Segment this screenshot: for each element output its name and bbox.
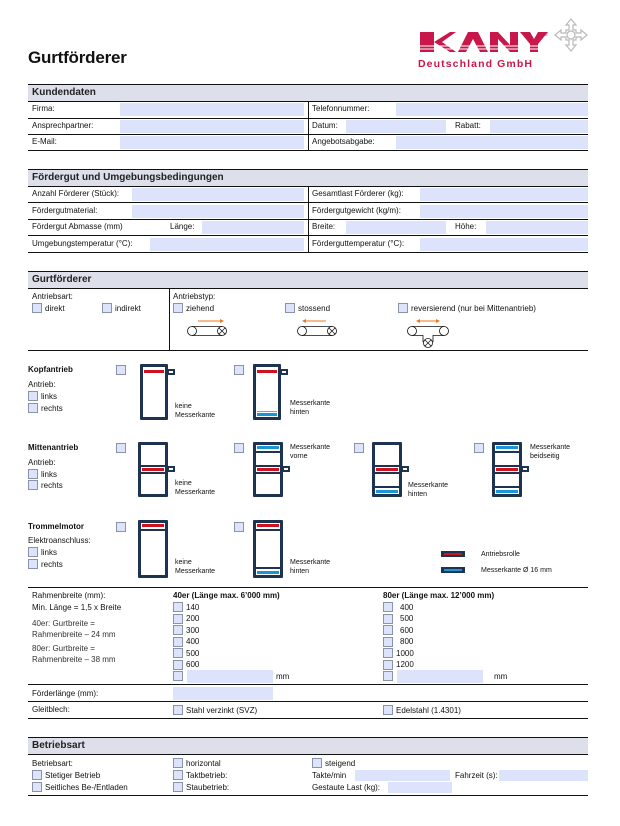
trommelmotor-links-checkbox[interactable] (28, 547, 38, 557)
antriebsart-indirekt-option[interactable]: indirekt (102, 303, 141, 313)
min-laenge-note: Min. Länge = 1,5 x Breite (32, 603, 122, 612)
trommelmotor-rechts-option[interactable]: rechts (28, 559, 63, 569)
kopfantrieb-variant-1-checkbox[interactable] (116, 365, 126, 375)
datum-field[interactable] (346, 120, 446, 133)
reversing-drive-icon (406, 318, 450, 348)
horizontal-option[interactable]: horizontal (173, 758, 221, 768)
width80-800-checkbox[interactable] (383, 637, 393, 647)
kopfantrieb-variant-1-desc: keine Messerkante (175, 403, 216, 419)
width40-custom-checkbox[interactable] (173, 671, 183, 681)
takt-option[interactable]: Taktbetrieb: (173, 770, 227, 780)
ansprechpartner-field[interactable] (120, 120, 304, 133)
steigend-checkbox[interactable] (312, 758, 322, 768)
width40-500-checkbox[interactable] (173, 648, 183, 658)
gleitblech-svz-option[interactable]: Stahl verzinkt (SVZ) (173, 705, 257, 715)
telefon-field[interactable] (396, 103, 588, 116)
section-header-gurtfoerderer: Gurtförderer (28, 271, 588, 288)
angebotsabgabe-field[interactable] (396, 136, 588, 149)
mittenantrieb-rechts-checkbox[interactable] (28, 480, 38, 490)
stau-checkbox[interactable] (173, 782, 183, 792)
hoehe-label: Höhe: (455, 222, 477, 231)
antriebsart-label: Antriebsart: (32, 292, 73, 301)
conveyor-diagram-head-knife-rear (253, 364, 281, 420)
mittenantrieb-variant-3-checkbox[interactable] (354, 443, 364, 453)
gesamtlast-field[interactable] (420, 188, 588, 201)
company-logo (416, 18, 590, 74)
breite-label: Breite: (312, 222, 336, 231)
col40-heading: 40er (Länge max. 6’000 mm) (173, 591, 280, 600)
takte-label: Takte/min (312, 771, 347, 780)
gestaute-last-field[interactable] (388, 782, 452, 793)
gleitblech-label: Gleitblech: (32, 705, 70, 714)
knife-edge-legend-icon (441, 567, 465, 573)
kopfantrieb-rechts-option[interactable]: rechts (28, 403, 63, 413)
mittenantrieb-links-checkbox[interactable] (28, 469, 38, 479)
kopfantrieb-variant-2-checkbox[interactable] (234, 365, 244, 375)
width80-1200-checkbox[interactable] (383, 660, 393, 670)
antriebstyp-label: Antriebstyp: (173, 292, 216, 301)
antriebstyp-reversierend-checkbox[interactable] (398, 303, 408, 313)
gesamtlast-label: Gesamtlast Förderer (kg): (312, 189, 404, 198)
conveyor-diagram-drum-no-knife (138, 520, 168, 578)
abmasse-label: Fördergut Abmasse (mm) (32, 222, 123, 231)
conveyor-diagram-center-no-knife (138, 442, 168, 497)
antriebstyp-reversierend-option[interactable]: reversierend (nur bei Mittenantrieb) (398, 303, 536, 313)
horizontal-checkbox[interactable] (173, 758, 183, 768)
width40-300-option[interactable]: 300 (173, 625, 199, 635)
rahmenbreite-label: Rahmenbreite (mm): (32, 591, 106, 600)
rabatt-label: Rabatt: (455, 121, 481, 130)
conveyor-diagram-head-no-knife (140, 364, 168, 420)
width80-500-option[interactable]: 500 (383, 614, 414, 624)
kopfantrieb-links-option[interactable]: links (28, 391, 57, 401)
anzahl-field[interactable] (132, 188, 304, 201)
note-80-line2: Rahmenbreite – 38 mm (32, 655, 116, 664)
mittenantrieb-variant-2-checkbox[interactable] (234, 443, 244, 453)
width40-600-checkbox[interactable] (173, 660, 183, 670)
mittenantrieb-variant-3-desc: Messerkante hinten (408, 482, 449, 498)
anzahl-label: Anzahl Förderer (Stück): (32, 189, 120, 198)
stetig-option[interactable]: Stetiger Betrieb (32, 770, 100, 780)
pulling-drive-icon (186, 318, 230, 338)
width40-unit: mm (276, 672, 290, 681)
conveyor-diagram-center-knife-both (492, 442, 522, 497)
mittenantrieb-rechts-option[interactable]: rechts (28, 480, 63, 490)
elektroanschluss-label: Elektroanschluss: (28, 536, 91, 545)
kanya-logo-icon (420, 30, 550, 54)
kopfantrieb-label: Kopfantrieb (28, 365, 73, 374)
gleitblech-edelstahl-checkbox[interactable] (383, 705, 393, 715)
note-40-line2: Rahmenbreite – 24 mm (32, 630, 116, 639)
trommelmotor-label: Trommelmotor (28, 522, 85, 531)
width80-1200-option[interactable]: 1200 (383, 660, 414, 670)
material-field[interactable] (132, 205, 304, 218)
antriebsart-direkt-option[interactable]: direkt (32, 303, 65, 313)
seitlich-option[interactable]: Seitliches Be-/Entladen (32, 782, 128, 792)
gleitblech-edelstahl-option[interactable]: Edelstahl (1.4301) (383, 705, 461, 715)
stau-option[interactable]: Staubetrieb: (173, 782, 229, 792)
svg-text:®: ® (544, 32, 548, 38)
umgebungstemp-label: Umgebungstemperatur (°C): (32, 239, 133, 248)
ansprechpartner-label: Ansprechpartner: (32, 121, 94, 130)
kopfantrieb-links-checkbox[interactable] (28, 391, 38, 401)
width80-800-option[interactable]: 800 (383, 637, 414, 647)
conveyor-diagram-center-knife-front (253, 442, 283, 497)
steigend-option[interactable]: steigend (312, 758, 355, 768)
width80-400-checkbox[interactable] (383, 602, 393, 612)
fahrzeit-field[interactable] (499, 770, 588, 781)
note-40-line1: 40er: Gurtbreite = (32, 619, 95, 628)
drive-roller-legend-icon (441, 551, 465, 557)
antriebstyp-stossend-checkbox[interactable] (285, 303, 295, 313)
gewicht-label: Fördergutgewicht (kg/m): (312, 206, 401, 215)
email-field[interactable] (120, 136, 304, 149)
trommelmotor-variant-2-desc: Messerkante hinten (290, 559, 331, 575)
kopfantrieb-variant-2-desc: Messerkante hinten (290, 400, 331, 416)
width80-unit: mm (494, 672, 508, 681)
telefon-label: Telefonnummer: (312, 104, 370, 113)
width40-600-option[interactable]: 600 (173, 660, 199, 670)
foerderlaenge-field[interactable] (173, 687, 273, 700)
col80-options (383, 602, 414, 670)
guttemp-field[interactable] (420, 238, 588, 251)
col40-options (173, 602, 199, 670)
legend-drive-roller: Antriebsrolle (481, 551, 520, 558)
takte-field[interactable] (355, 770, 450, 781)
hoehe-field[interactable] (486, 221, 588, 234)
width40-200-option[interactable]: 200 (173, 614, 199, 624)
width40-140-checkbox[interactable] (173, 602, 183, 612)
width80-600-option[interactable]: 600 (383, 625, 414, 635)
antriebsart-indirekt-checkbox[interactable] (102, 303, 112, 313)
pushing-drive-icon (296, 318, 340, 338)
page-title: Gurtförderer (28, 48, 127, 67)
rabatt-field[interactable] (490, 120, 588, 133)
takt-checkbox[interactable] (173, 770, 183, 780)
legend-knife-edge: Messerkante Ø 16 mm (481, 567, 552, 574)
width80-custom-checkbox[interactable] (383, 671, 393, 681)
conveyor-diagram-center-knife-rear (372, 442, 402, 497)
section-header-kundendaten: Kundendaten (28, 84, 588, 101)
antriebstyp-ziehend-checkbox[interactable] (173, 303, 183, 313)
firma-label: Firma: (32, 104, 55, 113)
cross-arrows-icon (554, 18, 588, 52)
width80-500-checkbox[interactable] (383, 614, 393, 624)
section-header-foerdergut: Fördergut und Umgebungsbedingungen (28, 169, 588, 186)
material-label: Fördergutmaterial: (32, 206, 98, 215)
umgebungstemp-field[interactable] (150, 238, 304, 251)
trommelmotor-variant-1-checkbox[interactable] (116, 522, 126, 532)
mittenantrieb-label: Mittenantrieb (28, 443, 79, 452)
width80-custom-field[interactable] (397, 670, 483, 683)
logo-subtitle: Deutschland GmbH (418, 58, 534, 70)
gestaute-last-label: Gestaute Last (kg): (312, 783, 381, 792)
width80-400-option[interactable]: 400 (383, 602, 414, 612)
width40-500-option[interactable]: 500 (173, 648, 199, 658)
gewicht-field[interactable] (420, 205, 588, 218)
width40-140-option[interactable]: 140 (173, 602, 199, 612)
width40-300-checkbox[interactable] (173, 625, 183, 635)
width80-1000-checkbox[interactable] (383, 648, 393, 658)
fahrzeit-label: Fahrzeit (s): (455, 771, 498, 780)
mittenantrieb-antrieb-label: Antrieb: (28, 458, 56, 467)
trommelmotor-rechts-checkbox[interactable] (28, 559, 38, 569)
kopfantrieb-antrieb-label: Antrieb: (28, 380, 56, 389)
antriebstyp-ziehend-option[interactable]: ziehend (173, 303, 214, 313)
trommelmotor-variant-2-checkbox[interactable] (234, 522, 244, 532)
width80-600-checkbox[interactable] (383, 625, 393, 635)
width40-custom-field[interactable] (187, 670, 273, 683)
mittenantrieb-variant-2-desc: Messerkante vorne (290, 444, 331, 460)
section-header-betriebsart: Betriebsart (28, 737, 588, 754)
trommelmotor-variant-1-desc: keine Messerkante (175, 559, 216, 575)
guttemp-label: Förderguttemperatur (°C): (312, 239, 405, 248)
width40-400-checkbox[interactable] (173, 637, 183, 647)
firma-field[interactable] (120, 103, 304, 116)
angebotsabgabe-label: Angebotsabgabe: (312, 137, 375, 146)
mittenantrieb-links-option[interactable]: links (28, 469, 57, 479)
email-label: E-Mail: (32, 137, 57, 146)
laenge-label: Länge: (170, 222, 195, 231)
mittenantrieb-variant-4-desc: Messerkante beidseitig (530, 444, 571, 460)
datum-label: Datum: (312, 121, 338, 130)
conveyor-diagram-drum-knife-rear (253, 520, 283, 578)
width40-400-option[interactable]: 400 (173, 637, 199, 647)
width40-200-checkbox[interactable] (173, 614, 183, 624)
laenge-field[interactable] (202, 221, 304, 234)
breite-field[interactable] (346, 221, 446, 234)
width80-1000-option[interactable]: 1000 (383, 648, 414, 658)
gleitblech-svz-checkbox[interactable] (173, 705, 183, 715)
foerderlaenge-label: Förderlänge (mm): (32, 689, 99, 698)
stetig-checkbox[interactable] (32, 770, 42, 780)
col80-heading: 80er (Länge max. 12’000 mm) (383, 591, 495, 600)
mittenantrieb-variant-1-checkbox[interactable] (116, 443, 126, 453)
seitlich-checkbox[interactable] (32, 782, 42, 792)
antriebsart-direkt-checkbox[interactable] (32, 303, 42, 313)
note-80-line1: 80er: Gurtbreite = (32, 644, 95, 653)
mittenantrieb-variant-1-desc: keine Messerkante (175, 480, 216, 496)
mittenantrieb-variant-4-checkbox[interactable] (474, 443, 484, 453)
betriebsart-label: Betriebsart: (32, 759, 73, 768)
antriebstyp-stossend-option[interactable]: stossend (285, 303, 330, 313)
trommelmotor-links-option[interactable]: links (28, 547, 57, 557)
kopfantrieb-rechts-checkbox[interactable] (28, 403, 38, 413)
